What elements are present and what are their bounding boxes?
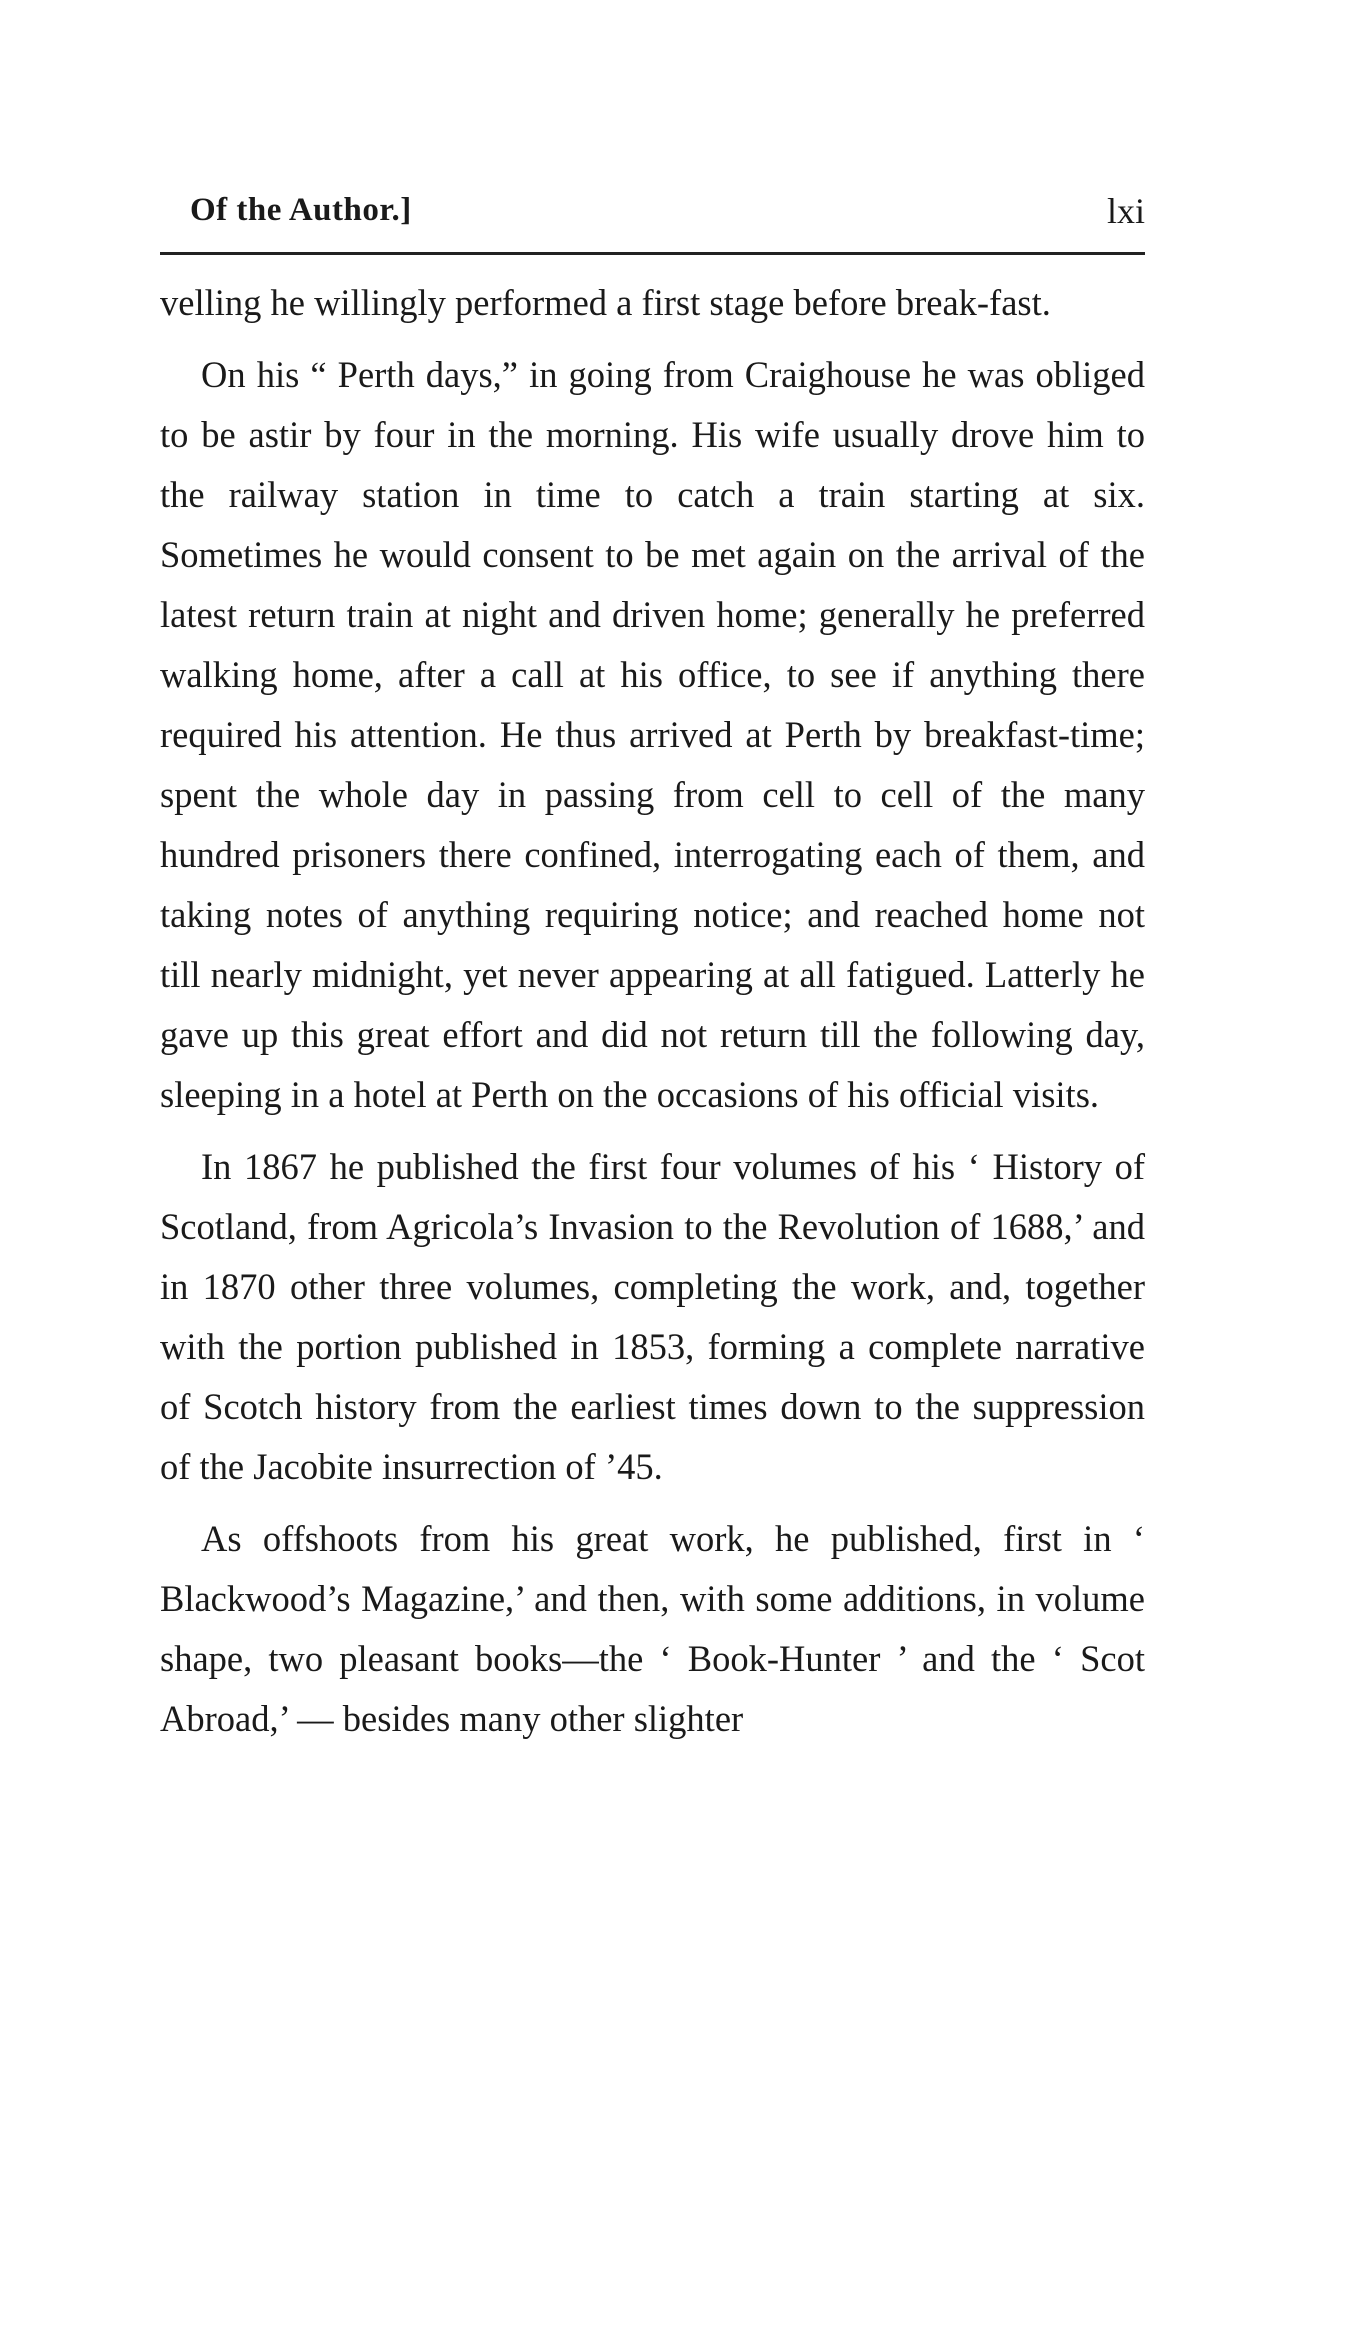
running-head	[160, 180, 1145, 252]
running-title: Of the Author.]	[190, 192, 412, 228]
book-page	[160, 180, 1145, 1761]
header-rule	[160, 252, 1145, 255]
paragraph-history-of-scotland: In 1867 he published the first four volumes of his ‘ History of Scotland, from Agricola’s Invasion to the Revolution of 1688,’ and in 1870 other three volumes, completing the work, and, together with the portion published in 1853, forming a complete narrative of Scotch history from the earliest times down to the suppression of the Jacobite insurrection of ’45.	[160, 1146, 1145, 1487]
page-number: lxi	[1106, 191, 1145, 231]
paragraph-continued: velling he willingly performed a first stage before break-fast.	[160, 282, 1051, 323]
body-text	[160, 273, 1145, 1749]
paragraph-perth-days: On his “ Perth days,” in going from Craighouse he was obliged to be astir by four in the morning. His wife usually drove him to the railway station in time to catch a train starting at six. Sometimes he would consent to be met again on the arrival of the latest return train at night and driven home; generally he preferred walking home, after a call at his office, to see if anything there required his attention. He thus arrived at Perth by breakfast-time; spent the whole day in passing from cell to cell of the many hundred prisoners there confined, interrogating each of them, and taking notes of anything requiring notice; and reached home not till nearly midnight, yet never appearing at all fatigued. Latterly he gave up this great effort and did not return till the following day, sleeping in a hotel at Perth on the occasions of his official visits.	[160, 354, 1145, 1115]
paragraph-offshoots: As offshoots from his great work, he published, first in ‘ Blackwood’s Magazine,’ and then, with some additions, in volume shape, two pleasant books—the ‘ Book-Hunter ’ and the ‘ Scot Abroad,’ — besides many other slighter	[160, 1518, 1145, 1739]
